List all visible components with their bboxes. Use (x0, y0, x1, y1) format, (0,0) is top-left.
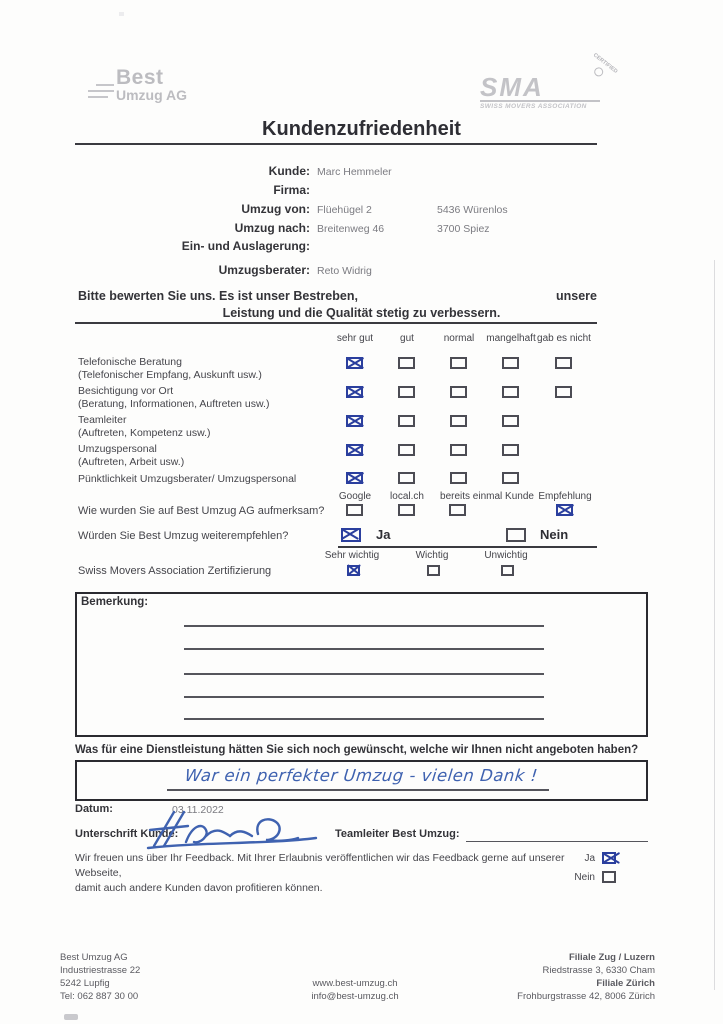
umzugsberater-label: Umzugsberater: (218, 263, 310, 277)
unterschrift-kunde-label: Unterschrift Kunde: (75, 828, 179, 840)
checkbox-cert-unwichtig[interactable] (501, 565, 514, 576)
certification-label: Swiss Movers Association Zertifizierung (78, 565, 272, 577)
consent-nein-label: Nein (574, 872, 595, 883)
wish-writing-line[interactable] (167, 789, 549, 791)
sma-acronym: SMA (480, 72, 544, 102)
checkbox-r2-normal[interactable] (450, 386, 467, 398)
footer-branch2-title: Filiale Zürich (596, 978, 655, 989)
checkbox-cert-sehr-wichtig[interactable] (347, 565, 360, 576)
col-mangelhaft: mangelhaft (486, 333, 536, 344)
cert-opt-unwichtig: Unwichtig (484, 550, 528, 561)
referral-opt-google: Google (338, 491, 372, 502)
checkbox-referral-localch[interactable] (398, 504, 415, 516)
teamleiter-label: Teamleiter Best Umzug: (335, 828, 460, 840)
cert-opt-wichtig: Wichtig (415, 550, 449, 561)
x-mark-icon (343, 530, 359, 540)
footer-website[interactable]: www.best-umzug.ch (312, 978, 398, 989)
footer-street: Industriestrasse 22 (60, 965, 141, 976)
remarks-writing-line[interactable] (184, 718, 544, 720)
x-mark-icon (348, 417, 361, 425)
lagerung-label: Ein- und Auslagerung: (181, 239, 310, 253)
footer-branch1-address: Riedstrasse 3, 6330 Cham (542, 965, 655, 976)
rating-row-title: Umzugspersonal (78, 443, 157, 455)
checkbox-recommend-ja[interactable] (341, 528, 361, 542)
rating-row-title: Pünktlichkeit Umzugsberater/ Umzugspersonal (78, 473, 297, 485)
remarks-writing-line[interactable] (184, 625, 544, 627)
rating-row-subtitle: (Auftreten, Kompetenz usw.) (78, 427, 211, 439)
logo-speed-lines-icon (88, 84, 114, 102)
checkbox-r5-gut[interactable] (398, 472, 415, 484)
wish-answer-box (75, 760, 648, 801)
checkbox-recommend-nein[interactable] (506, 528, 526, 542)
rating-row-subtitle: (Beratung, Informationen, Auftreten usw.) (78, 398, 270, 410)
consent-ja-label: Ja (584, 853, 595, 864)
recommend-ja-label: Ja (376, 527, 391, 542)
checkbox-r1-sehrgut[interactable] (346, 357, 363, 369)
consent-text (75, 851, 575, 896)
col-gut: gut (400, 333, 414, 344)
x-mark-icon (349, 567, 358, 574)
cert-opt-sehr-wichtig: Sehr wichtig (324, 550, 380, 561)
umzug-nach-city: 3700 Spiez (437, 223, 490, 235)
checkbox-consent-ja[interactable] (602, 852, 616, 864)
teamleiter-signature-line[interactable] (466, 841, 648, 842)
intro-rule (75, 322, 597, 324)
rating-row-title: Besichtigung vor Ort (78, 385, 174, 397)
checkbox-r3-sehrgut[interactable] (346, 415, 363, 427)
checkbox-r2-mangelhaft[interactable] (502, 386, 519, 398)
checkbox-r2-sehrgut[interactable] (346, 386, 363, 398)
consent-line2: damit auch andere Kunden davon profitieren können. (75, 882, 323, 894)
sma-logo (480, 52, 619, 116)
checkbox-r4-mangelhaft[interactable] (502, 444, 519, 456)
remarks-label: Bemerkung: (81, 596, 149, 608)
checkbox-r5-sehrgut[interactable] (346, 472, 363, 484)
scan-artifact (119, 12, 124, 16)
footer-left (60, 951, 140, 1003)
checkbox-cert-wichtig[interactable] (427, 565, 440, 576)
footer-branch2-address: Frohburgstrasse 42, 8006 Zürich (517, 991, 655, 1002)
checkbox-r1-gabesnicht[interactable] (555, 357, 572, 369)
x-mark-icon (558, 506, 571, 514)
logo-text-best: Best (116, 66, 164, 89)
recommend-rule (338, 546, 597, 548)
checkbox-referral-google[interactable] (346, 504, 363, 516)
page-title: Kundenzufriedenheit (262, 118, 461, 140)
checkbox-r5-mangelhaft[interactable] (502, 472, 519, 484)
checkbox-r1-mangelhaft[interactable] (502, 357, 519, 369)
title-rule (75, 143, 597, 145)
footer-city: 5242 Lupfig (60, 978, 110, 989)
wish-question: Was für eine Dienstleistung hätten Sie sich noch gewünscht, welche wir Ihnen nicht angeboten haben? (75, 744, 639, 756)
umzug-von-label: Umzug von: (241, 202, 310, 216)
footer-email[interactable]: info@best-umzug.ch (311, 991, 399, 1002)
recommend-nein-label: Nein (540, 527, 569, 542)
handwritten-answer: War ein perfekter Umzug - vielen Dank ! (184, 766, 539, 785)
x-mark-icon (604, 854, 614, 862)
checkbox-r2-gabesnicht[interactable] (555, 386, 572, 398)
checkbox-r4-normal[interactable] (450, 444, 467, 456)
footer-phone: Tel: 062 887 30 00 (60, 991, 139, 1002)
intro-line1 (78, 289, 597, 303)
kunde-value: Marc Hemmeler (317, 166, 392, 178)
datum-label: Datum: (75, 803, 113, 815)
col-gab-es-nicht: gab es nicht (537, 333, 591, 344)
checkbox-r4-gut[interactable] (398, 444, 415, 456)
rating-row-title: Teamleiter (78, 414, 127, 426)
checkbox-r1-normal[interactable] (450, 357, 467, 369)
col-sehr-gut: sehr gut (336, 333, 374, 344)
best-umzug-logo (88, 68, 208, 114)
col-normal: normal (443, 333, 475, 344)
umzug-von-street: Flüehügel 2 (317, 204, 372, 216)
consent-line1: Wir freuen uns über Ihr Feedback. Mit Ihrer Erlaubnis veröffentlichen wir das Feedback gerne auf unserer Webseite, (75, 852, 565, 879)
remarks-writing-line[interactable] (184, 696, 544, 698)
referral-opt-empfehlung: Empfehlung (538, 491, 592, 502)
footer-right (395, 951, 655, 1003)
x-mark-icon (348, 359, 361, 367)
sma-certified-badge-icon: CERTIFIED (578, 52, 617, 91)
firma-label: Firma: (273, 183, 310, 197)
customer-signature (140, 808, 325, 852)
checkbox-referral-bereits-kunde[interactable] (449, 504, 466, 516)
intro-line1-left: Bitte bewerten Sie uns. Es ist unser Bestreben, (78, 289, 358, 303)
rating-row-subtitle: (Telefonischer Empfang, Auskunft usw.) (78, 369, 262, 381)
umzug-nach-street: Breitenweg 46 (317, 223, 385, 235)
intro-line1-right: unsere (556, 289, 597, 303)
checkbox-r4-sehrgut[interactable] (346, 444, 363, 456)
checkbox-consent-nein[interactable] (602, 871, 616, 883)
footer-company: Best Umzug AG (60, 952, 128, 963)
checkbox-r1-gut[interactable] (398, 357, 415, 369)
x-mark-icon (348, 474, 361, 482)
x-mark-icon (348, 388, 361, 396)
rating-row-subtitle: (Auftreten, Arbeit usw.) (78, 456, 185, 468)
umzug-nach-label: Umzug nach: (234, 221, 310, 235)
rating-row-title: Telefonische Beratung (78, 356, 182, 368)
scan-artifact-bottom (64, 1014, 78, 1020)
sma-subtitle: SWISS MOVERS ASSOCIATION (480, 100, 600, 110)
checkbox-r2-gut[interactable] (398, 386, 415, 398)
remarks-box (75, 592, 648, 737)
checkbox-r3-gut[interactable] (398, 415, 415, 427)
remarks-writing-line[interactable] (184, 648, 544, 650)
umzug-von-city: 5436 Würenlos (437, 204, 508, 216)
umzugsberater-value: Reto Widrig (317, 265, 372, 277)
intro-line2: Leistung und die Qualität stetig zu verbessern. (222, 306, 501, 320)
logo-text-umzug-ag: Umzug AG (116, 87, 188, 103)
checkbox-referral-empfehlung[interactable] (556, 504, 573, 516)
referral-opt-bereits-kunde: bereits einmal Kunde (440, 491, 534, 502)
datum-value: 03.11.2022 (172, 804, 224, 816)
remarks-writing-line[interactable] (184, 673, 544, 675)
recommend-question: Würden Sie Best Umzug weiterempfehlen? (78, 530, 289, 542)
scan-edge-line (714, 260, 715, 990)
referral-opt-localch: local.ch (390, 491, 424, 502)
kunde-label: Kunde: (268, 164, 310, 178)
footer-branch1-title: Filiale Zug / Luzern (568, 952, 655, 963)
checkbox-r3-normal[interactable] (450, 415, 467, 427)
referral-question: Wie wurden Sie auf Best Umzug AG aufmerksam? (78, 505, 325, 517)
x-mark-icon (348, 446, 361, 454)
checkbox-r5-normal[interactable] (450, 472, 467, 484)
checkbox-r3-mangelhaft[interactable] (502, 415, 519, 427)
